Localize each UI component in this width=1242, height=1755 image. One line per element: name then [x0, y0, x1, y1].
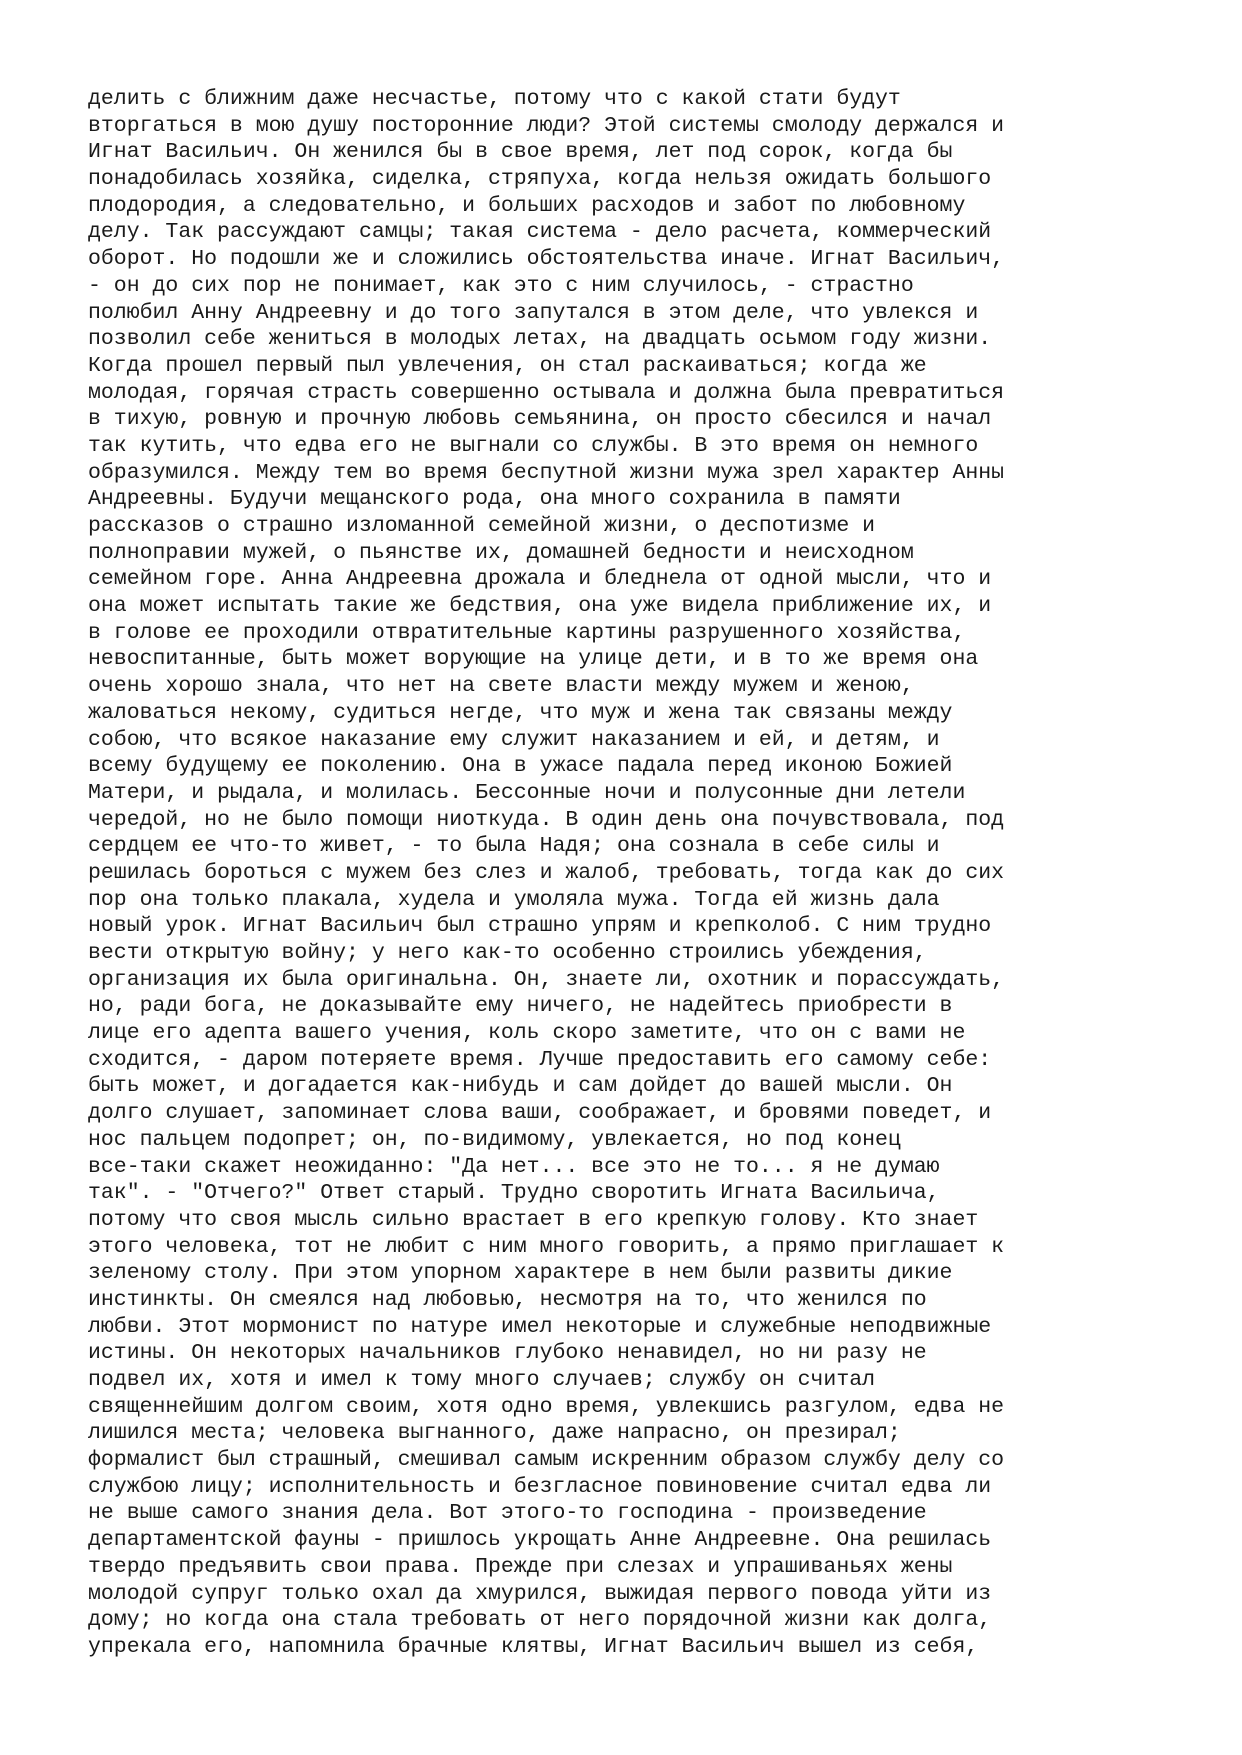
text-line: позволил себе жениться в молодых летах, на двадцать осьмом году жизни. — [88, 327, 992, 352]
text-line: чередой, но не было помощи ниоткуда. В один день она почувствовала, под — [88, 807, 1005, 832]
text-line: любви. Этот мормонист по натуре имел некоторые и служебные неподвижные — [88, 1314, 992, 1339]
text-line: жаловаться некому, судиться негде, что муж и жена так связаны между — [88, 700, 953, 725]
text-line: очень хорошо знала, что нет на свете власти между мужем и женою, — [88, 674, 914, 699]
text-line: образумился. Между тем во время беспутной жизни мужа зрел характер Анны — [88, 460, 1005, 485]
text-line: этого человека, тот не любит с ним много говорить, а прямо приглашает к — [88, 1234, 1005, 1259]
text-line: все-таки скажет неожиданно: "Да нет... все это не то... я не думаю — [88, 1154, 940, 1179]
text-line: быть может, и догадается как-нибудь и сам дойдет до вашей мысли. Он — [88, 1074, 953, 1099]
text-line: она может испытать такие же бедствия, она уже видела приближение их, и — [88, 594, 992, 619]
text-line: организация их была оригинальна. Он, знаете ли, охотник и порассуждать, — [88, 967, 1005, 992]
text-line: делу. Так рассуждают самцы; такая система - дело расчета, коммерческий — [88, 220, 992, 245]
text-line: полюбил Анну Андреевну и до того запутался в этом деле, что увлекся и — [88, 300, 979, 325]
text-line: вторгаться в мою душу посторонние люди? Этой системы смолоду держался и — [88, 113, 1005, 138]
text-line: оборот. Но подошли же и сложились обстоятельства иначе. Игнат Васильич, — [88, 247, 1005, 272]
text-line: семейном горе. Анна Андреевна дрожала и бледнела от одной мысли, что и — [88, 567, 992, 592]
text-line: молодая, горячая страсть совершенно остывала и должна была превратиться — [88, 380, 1005, 405]
body-text — [88, 86, 1208, 1661]
text-line: плодородия, а следовательно, и больших расходов и забот по любовному — [88, 193, 966, 218]
text-line: сердцем ее что-то живет, - то была Надя; она сознала в себе силы и — [88, 834, 940, 859]
text-line: в тихую, ровную и прочную любовь семьянина, он просто сбесился и начал — [88, 407, 992, 432]
text-line: инстинкты. Он смеялся над любовью, несмотря на то, что женился по — [88, 1287, 927, 1312]
text-line: формалист был страшный, смешивал самым искренним образом службу делу со — [88, 1448, 1005, 1473]
text-line: полноправии мужей, о пьянстве их, домашней бедности и неисходном — [88, 540, 914, 565]
text-line: упрекала его, напомнила брачные клятвы, Игнат Васильич вышел из себя, — [88, 1634, 979, 1659]
text-line: Когда прошел первый пыл увлечения, он стал раскаиваться; когда же — [88, 353, 927, 378]
text-line: не выше самого знания дела. Вот этого-то господина - произведение — [88, 1501, 927, 1526]
text-line: пор она только плакала, худела и умоляла мужа. Тогда ей жизнь дала — [88, 887, 940, 912]
text-line: рассказов о страшно изломанной семейной жизни, о деспотизме и — [88, 514, 876, 538]
text-line: делить с ближним даже несчастье, потому что с какой стати будут — [88, 87, 901, 111]
text-line: твердо предъявить свои права. Прежде при слезах и упрашиваньях жены — [88, 1554, 953, 1579]
text-line: зеленому столу. При этом упорном характере в нем были развиты дикие — [88, 1261, 953, 1286]
text-line: долго слушает, запоминает слова ваши, соображает, и бровями поведет, и — [88, 1101, 992, 1126]
text-line: потому что своя мысль сильно врастает в его крепкую голову. Кто знает — [88, 1207, 979, 1232]
text-line: понадобилась хозяйка, сиделка, стряпуха, когда нельзя ожидать большого — [88, 167, 992, 192]
text-line: лишился места; человека выгнанного, даже напрасно, он презирал; — [88, 1421, 901, 1446]
text-line: но, ради бога, не доказывайте ему ничего, не надейтесь приобрести в — [88, 994, 953, 1019]
text-line: лице его адепта вашего учения, коль скоро заметите, что он с вами не — [88, 1021, 966, 1046]
text-line: молодой супруг только охал да хмурился, выжидая первого повода уйти из — [88, 1581, 992, 1606]
text-line: новый урок. Игнат Васильич был страшно упрям и крепколоб. С ним трудно — [88, 914, 992, 939]
text-line: так кутить, что едва его не выгнали со службы. В это время он немного — [88, 433, 979, 458]
text-line: всему будущему ее поколению. Она в ужасе падала перед иконою Божией — [88, 754, 953, 779]
text-line: священнейшим долгом своим, хотя одно время, увлекшись разгулом, едва не — [88, 1394, 1005, 1419]
text-line: истины. Он некоторых начальников глубоко ненавидел, но ни разу не — [88, 1341, 927, 1366]
text-line: собою, что всякое наказание ему служит наказанием и ей, и детям, и — [88, 727, 940, 752]
text-line: сходится, - даром потеряете время. Лучше предоставить его самому себе: — [88, 1047, 992, 1072]
text-line: в голове ее проходили отвратительные картины разрушенного хозяйства, — [88, 620, 966, 645]
text-line: Андреевны. Будучи мещанского рода, она много сохранила в памяти — [88, 487, 901, 512]
text-line: Игнат Васильич. Он женился бы в свое время, лет под сорок, когда бы — [88, 140, 953, 165]
text-line: невоспитанные, быть может ворующие на улице дети, и в то же время она — [88, 647, 979, 672]
text-line: так". - "Отчего?" Ответ старый. Трудно своротить Игната Васильича, — [88, 1181, 940, 1206]
text-line: департаментской фауны - пришлось укрощать Анне Андреевне. Она решилась — [88, 1528, 992, 1553]
text-line: службою лицу; исполнительность и безгласное повиновение считал едва ли — [88, 1474, 992, 1499]
text-line: - он до сих пор не понимает, как это с ним случилось, - страстно — [88, 273, 914, 298]
text-line: подвел их, хотя и имел к тому много случаев; службу он считал — [88, 1368, 876, 1392]
text-line: Матери, и рыдала, и молилась. Бессонные ночи и полусонные дни летели — [88, 780, 966, 805]
text-line: вести открытую войну; у него как-то особенно строились убеждения, — [88, 941, 927, 965]
text-line: решилась бороться с мужем без слез и жалоб, требовать, тогда как до сих — [88, 860, 1005, 885]
text-line: дому; но когда она стала требовать от него порядочной жизни как долга, — [88, 1608, 992, 1633]
text-line: нос пальцем подопрет; он, по-видимому, увлекается, но под конец — [88, 1127, 901, 1152]
